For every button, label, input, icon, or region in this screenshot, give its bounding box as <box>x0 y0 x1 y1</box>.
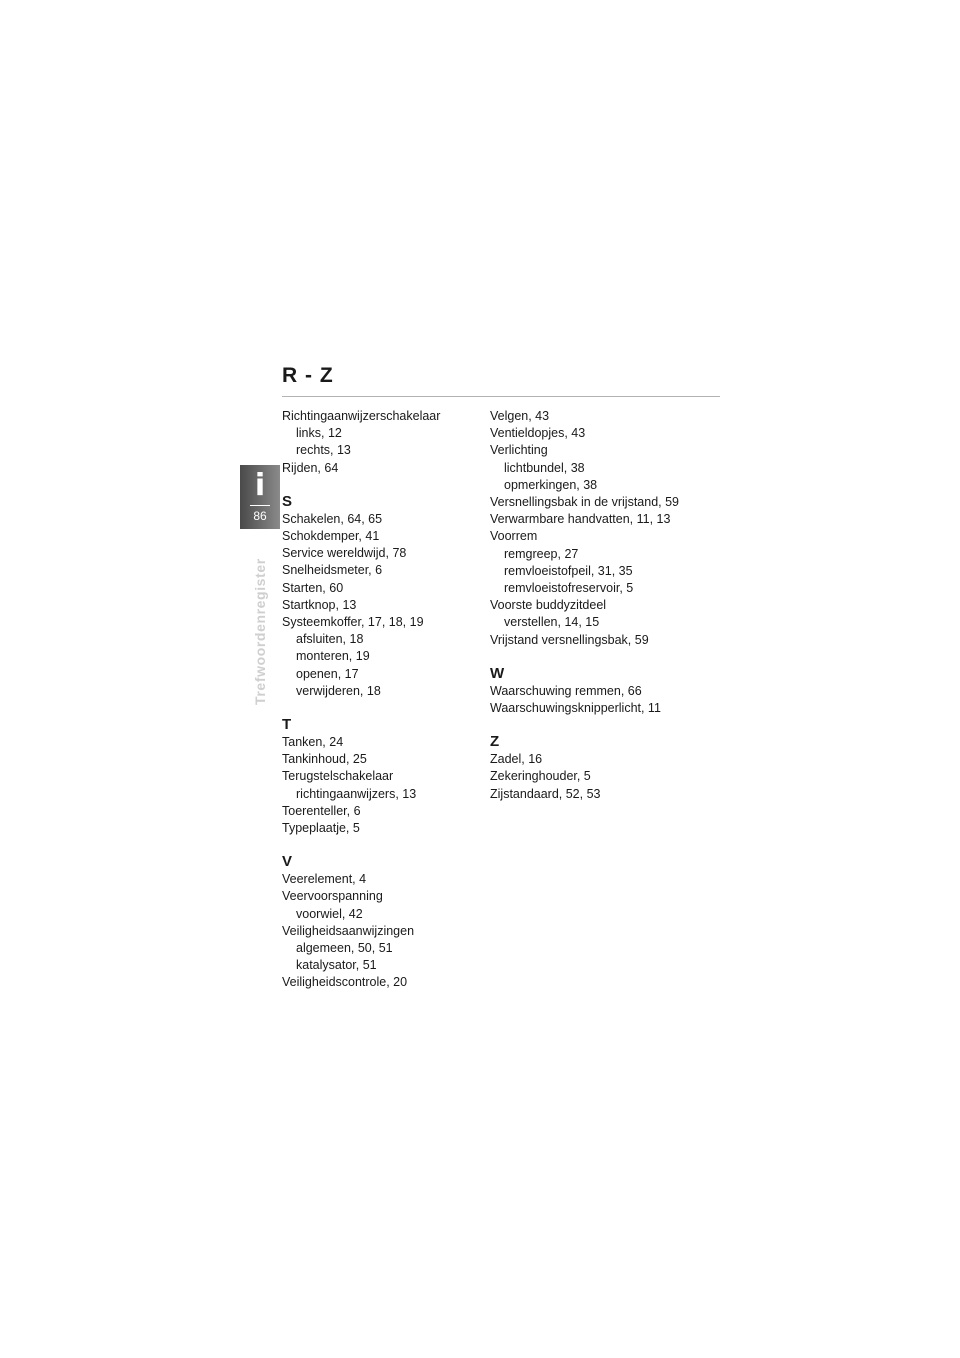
index-entry: Zekeringhouder, 5 <box>490 769 591 784</box>
index-column-right <box>490 408 695 803</box>
index-entry: Toerenteller, 6 <box>282 803 361 818</box>
index-subentry: afsluiten, 18 <box>296 632 364 647</box>
index-column-left <box>282 408 487 992</box>
index-entry: Versnellingsbak in de vrijstand, 59 <box>490 495 680 510</box>
index-letter-heading: S <box>282 492 293 510</box>
index-entry: Ventieldopjes, 43 <box>490 426 586 441</box>
index-entry: Schakelen, 64, 65 <box>282 511 383 526</box>
index-group <box>282 852 487 991</box>
index-subentry: remvloeistofpeil, 31, 35 <box>504 563 633 578</box>
index-subentry: richtingaanwijzers, 13 <box>296 786 417 801</box>
index-group <box>282 492 487 700</box>
index-letter-heading: V <box>282 853 293 871</box>
index-subentry: monteren, 19 <box>296 649 370 664</box>
chapter-tab <box>240 465 280 529</box>
chapter-label: Trefwoordenregister <box>252 558 268 705</box>
index-entry: Rijden, 64 <box>282 460 339 475</box>
index-letter-heading: T <box>282 716 292 734</box>
index-subentry: remvloeistofreservoir, 5 <box>504 581 634 596</box>
index-group <box>490 732 695 803</box>
index-subentry: rechts, 13 <box>296 443 351 458</box>
index-entry: Typeplaatje, 5 <box>282 821 360 836</box>
index-entry: Richtingaanwijzerschakelaar <box>282 409 441 423</box>
index-entry: Schokdemper, 41 <box>282 529 380 544</box>
index-entry: Velgen, 43 <box>490 409 550 423</box>
index-letter-heading: Z <box>490 733 500 751</box>
index-entry: Veiligheidsaanwijzingen <box>282 923 415 938</box>
index-subentry: verstellen, 14, 15 <box>504 615 600 630</box>
index-entry: Tanken, 24 <box>282 735 344 750</box>
tab-divider <box>250 505 270 506</box>
index-subentry: links, 12 <box>296 426 342 441</box>
index-group <box>490 408 695 649</box>
index-group <box>282 715 487 837</box>
index-entry: Waarschuwing remmen, 66 <box>490 683 642 698</box>
index-entry: Veerelement, 4 <box>282 872 367 887</box>
info-i-icon: i <box>254 468 266 503</box>
index-entry: Terugstelschakelaar <box>282 769 394 784</box>
index-subentry: katalysator, 51 <box>296 958 377 973</box>
index-entry: Systeemkoffer, 17, 18, 19 <box>282 615 424 630</box>
index-entry: Snelheidsmeter, 6 <box>282 563 383 578</box>
index-entry: Service wereldwijd, 78 <box>282 546 407 561</box>
index-entry: Verwarmbare handvatten, 11, 13 <box>490 512 671 527</box>
index-entry: Voorste buddyzitdeel <box>490 598 607 613</box>
index-entry: Verlichting <box>490 443 548 458</box>
index-subentry: algemeen, 50, 51 <box>296 941 393 956</box>
index-entry: Veervoorspanning <box>282 889 383 904</box>
section-title: R - Z <box>282 364 334 387</box>
index-subentry: openen, 17 <box>296 666 359 681</box>
index-entry: Zadel, 16 <box>490 752 543 767</box>
index-entry: Vrijstand versnellingsbak, 59 <box>490 632 649 647</box>
index-subentry: remgreep, 27 <box>504 546 579 561</box>
index-entry: Tankinhoud, 25 <box>282 752 367 767</box>
index-subentry: opmerkingen, 38 <box>504 477 598 492</box>
index-subentry: verwijderen, 18 <box>296 683 381 698</box>
index-group <box>282 408 487 477</box>
page-number: 86 <box>253 509 267 523</box>
index-entry: Waarschuwingsknipperlicht, 11 <box>490 701 661 716</box>
index-group <box>490 664 695 717</box>
title-divider <box>282 396 720 397</box>
index-subentry: lichtbundel, 38 <box>504 460 585 475</box>
index-entry: Voorrem <box>490 529 538 544</box>
index-entry: Veiligheidscontrole, 20 <box>282 975 408 990</box>
index-subentry: voorwiel, 42 <box>296 906 363 921</box>
index-entry: Zijstandaard, 52, 53 <box>490 786 601 801</box>
index-letter-heading: W <box>490 664 505 682</box>
index-entry: Startknop, 13 <box>282 597 357 612</box>
index-entry: Starten, 60 <box>282 580 344 595</box>
